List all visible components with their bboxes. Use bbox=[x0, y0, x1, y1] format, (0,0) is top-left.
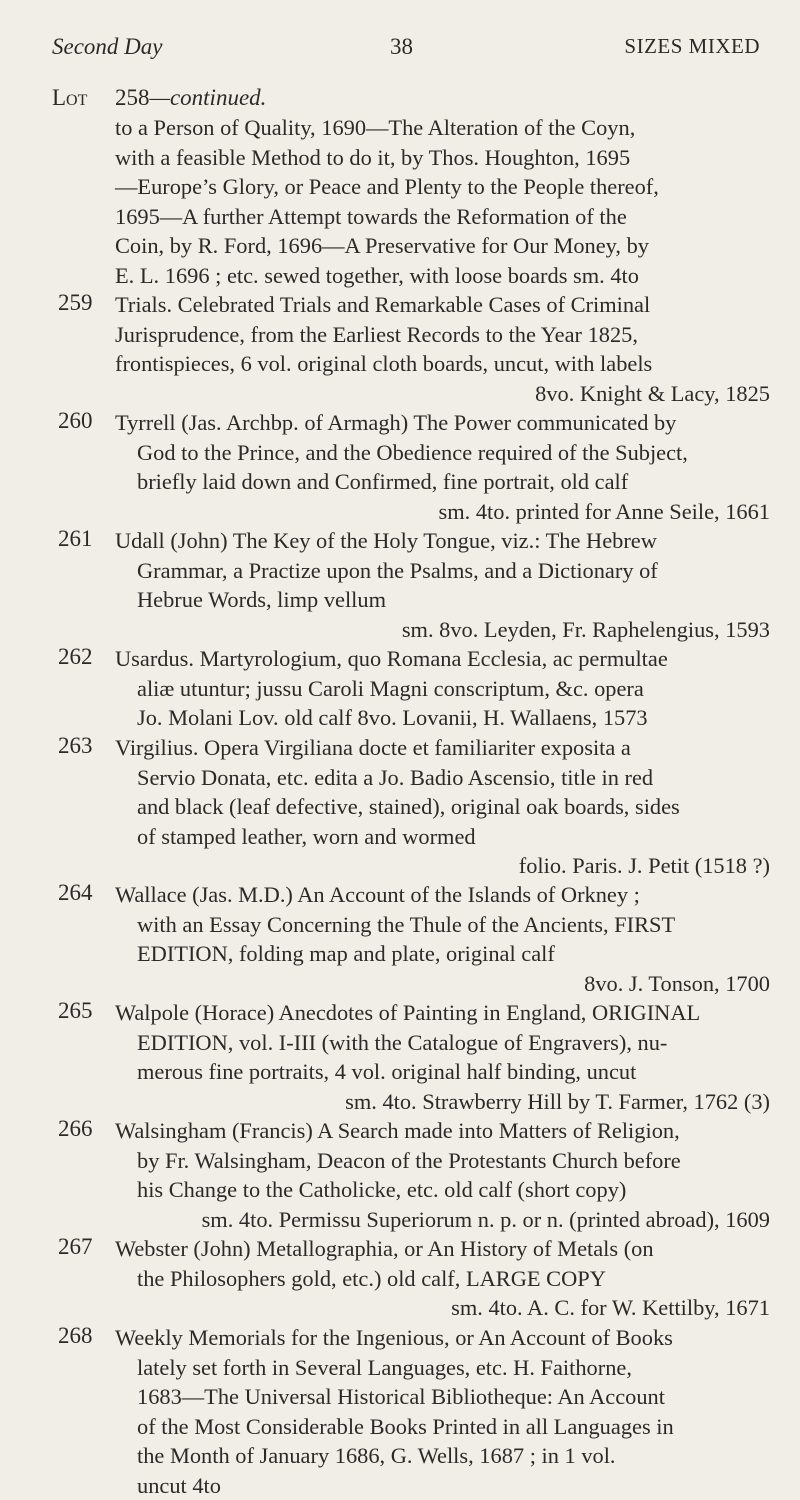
description-line: with a feasible Method to do it, by Thos. Houghton, 1695 bbox=[115, 143, 770, 173]
description-line: 8vo. J. Tonson, 1700 bbox=[115, 969, 770, 999]
description-line: sm. 4to. printed for Anne Seile, 1661 bbox=[115, 497, 770, 527]
description-line: Jurisprudence, from the Earliest Records to the Year 1825, bbox=[115, 320, 770, 350]
description-line: sm. 4to. Strawberry Hill by T. Farmer, 1762 (3) bbox=[115, 1087, 770, 1117]
description-line: lately set forth in Several Languages, etc. H. Faithorne, bbox=[115, 1353, 770, 1383]
description-line: the Philosophers gold, etc.) old calf, LARGE COPY bbox=[115, 1264, 770, 1294]
description-line: EDITION, vol. I-III (with the Catalogue of Engravers), nu- bbox=[115, 1028, 770, 1058]
description-line: his Change to the Catholicke, etc. old calf (short copy) bbox=[115, 1175, 770, 1205]
description-line: of stamped leather, worn and wormed bbox=[115, 822, 770, 852]
lot-number: 259 bbox=[58, 290, 93, 316]
description-line: folio. Paris. J. Petit (1518 ?) bbox=[115, 851, 770, 881]
lot-label: Lot bbox=[52, 85, 87, 111]
lot-description bbox=[115, 290, 770, 408]
description-line: of the Most Considerable Books Printed in all Languages in bbox=[115, 1412, 770, 1442]
lot-description bbox=[115, 408, 770, 526]
lot-description bbox=[115, 526, 770, 644]
description-line: Tyrrell (Jas. Archbp. of Armagh) The Power communicated by bbox=[115, 408, 770, 438]
description-line: with an Essay Concerning the Thule of the Ancients, FIRST bbox=[115, 910, 770, 940]
description-line: EDITION, folding map and plate, original calf bbox=[115, 939, 770, 969]
description-line: 8vo. Knight & Lacy, 1825 bbox=[115, 379, 770, 409]
description-line: Servio Donata, etc. edita a Jo. Badio Ascensio, title in red bbox=[115, 763, 770, 793]
description-line: Jo. Molani Lov. old calf 8vo. Lovanii, H. Wallaens, 1573 bbox=[115, 703, 770, 733]
continued-lot-number: 258 bbox=[115, 85, 150, 110]
lot-description bbox=[115, 1116, 770, 1234]
lot-number: 263 bbox=[58, 733, 93, 759]
description-line: Webster (John) Metallographia, or An History of Metals (on bbox=[115, 1234, 770, 1264]
description-line: sm. 4to. A. C. for W. Kettilby, 1671 bbox=[115, 1293, 770, 1323]
page-header bbox=[52, 34, 760, 64]
description-line: 1695—A further Attempt towards the Reformation of the bbox=[115, 202, 770, 232]
description-line: frontispieces, 6 vol. original cloth boards, uncut, with labels bbox=[115, 349, 770, 379]
description-line: sm. 8vo. Leyden, Fr. Raphelengius, 1593 bbox=[115, 615, 770, 645]
day-label: Second Day bbox=[52, 34, 163, 60]
lot-description bbox=[115, 880, 770, 998]
lot-number: 264 bbox=[58, 880, 93, 906]
lot-number: 266 bbox=[58, 1116, 93, 1142]
description-line: God to the Prince, and the Obedience required of the Subject, bbox=[115, 438, 770, 468]
lot-number: 265 bbox=[58, 998, 93, 1024]
section-label: SIZES MIXED bbox=[624, 34, 760, 59]
description-line: briefly laid down and Confirmed, fine portrait, old calf bbox=[115, 467, 770, 497]
lot-number: 262 bbox=[58, 644, 93, 670]
description-line: Walpole (Horace) Anecdotes of Painting in England, ORIGINAL bbox=[115, 998, 770, 1028]
description-line: Udall (John) The Key of the Holy Tongue, viz.: The Hebrew bbox=[115, 526, 770, 556]
description-line: to a Person of Quality, 1690—The Alteration of the Coyn, bbox=[115, 113, 770, 143]
description-line: Usardus. Martyrologium, quo Romana Ecclesia, ac permultae bbox=[115, 644, 770, 674]
description-line: Coin, by R. Ford, 1696—A Preservative for Our Money, by bbox=[115, 231, 770, 261]
description-line: the Month of January 1686, G. Wells, 1687 ; in 1 vol. bbox=[115, 1441, 770, 1471]
description-line: Wallace (Jas. M.D.) An Account of the Islands of Orkney ; bbox=[115, 880, 770, 910]
lot-description bbox=[115, 1234, 770, 1323]
lot-number: 261 bbox=[58, 526, 93, 552]
lot-description bbox=[115, 644, 770, 733]
lot-description bbox=[115, 113, 770, 290]
continued-label: —continued. bbox=[150, 85, 267, 110]
lot-description bbox=[115, 998, 770, 1116]
description-line: Hebrue Words, limp vellum bbox=[115, 585, 770, 615]
description-line: merous fine portraits, 4 vol. original half binding, uncut bbox=[115, 1057, 770, 1087]
lot-number: 260 bbox=[58, 408, 93, 434]
description-line: E. L. 1696 ; etc. sewed together, with loose boards sm. 4to bbox=[115, 261, 770, 291]
description-line: uncut 4to bbox=[115, 1471, 770, 1500]
description-line: 1683—The Universal Historical Bibliotheque: An Account bbox=[115, 1382, 770, 1412]
description-line: Virgilius. Opera Virgiliana docte et familiariter exposita a bbox=[115, 733, 770, 763]
description-line: Trials. Celebrated Trials and Remarkable Cases of Criminal bbox=[115, 290, 770, 320]
description-line: sm. 4to. Permissu Superiorum n. p. or n. (printed abroad), 1609 bbox=[115, 1205, 770, 1235]
description-line: by Fr. Walsingham, Deacon of the Protestants Church before bbox=[115, 1146, 770, 1176]
description-line: Grammar, a Practize upon the Psalms, and a Dictionary of bbox=[115, 556, 770, 586]
lot-number: 268 bbox=[58, 1323, 93, 1349]
description-line: Weekly Memorials for the Ingenious, or An Account of Books bbox=[115, 1323, 770, 1353]
description-line: —Europe’s Glory, or Peace and Plenty to the People thereof, bbox=[115, 172, 770, 202]
lot-number: 267 bbox=[58, 1234, 93, 1260]
continued-lot bbox=[115, 85, 266, 111]
lot-description bbox=[115, 733, 770, 881]
description-line: and black (leaf defective, stained), original oak boards, sides bbox=[115, 792, 770, 822]
page-number: 38 bbox=[390, 34, 413, 60]
description-line: Walsingham (Francis) A Search made into Matters of Religion, bbox=[115, 1116, 770, 1146]
description-line: aliæ utuntur; jussu Caroli Magni conscriptum, &c. opera bbox=[115, 674, 770, 704]
